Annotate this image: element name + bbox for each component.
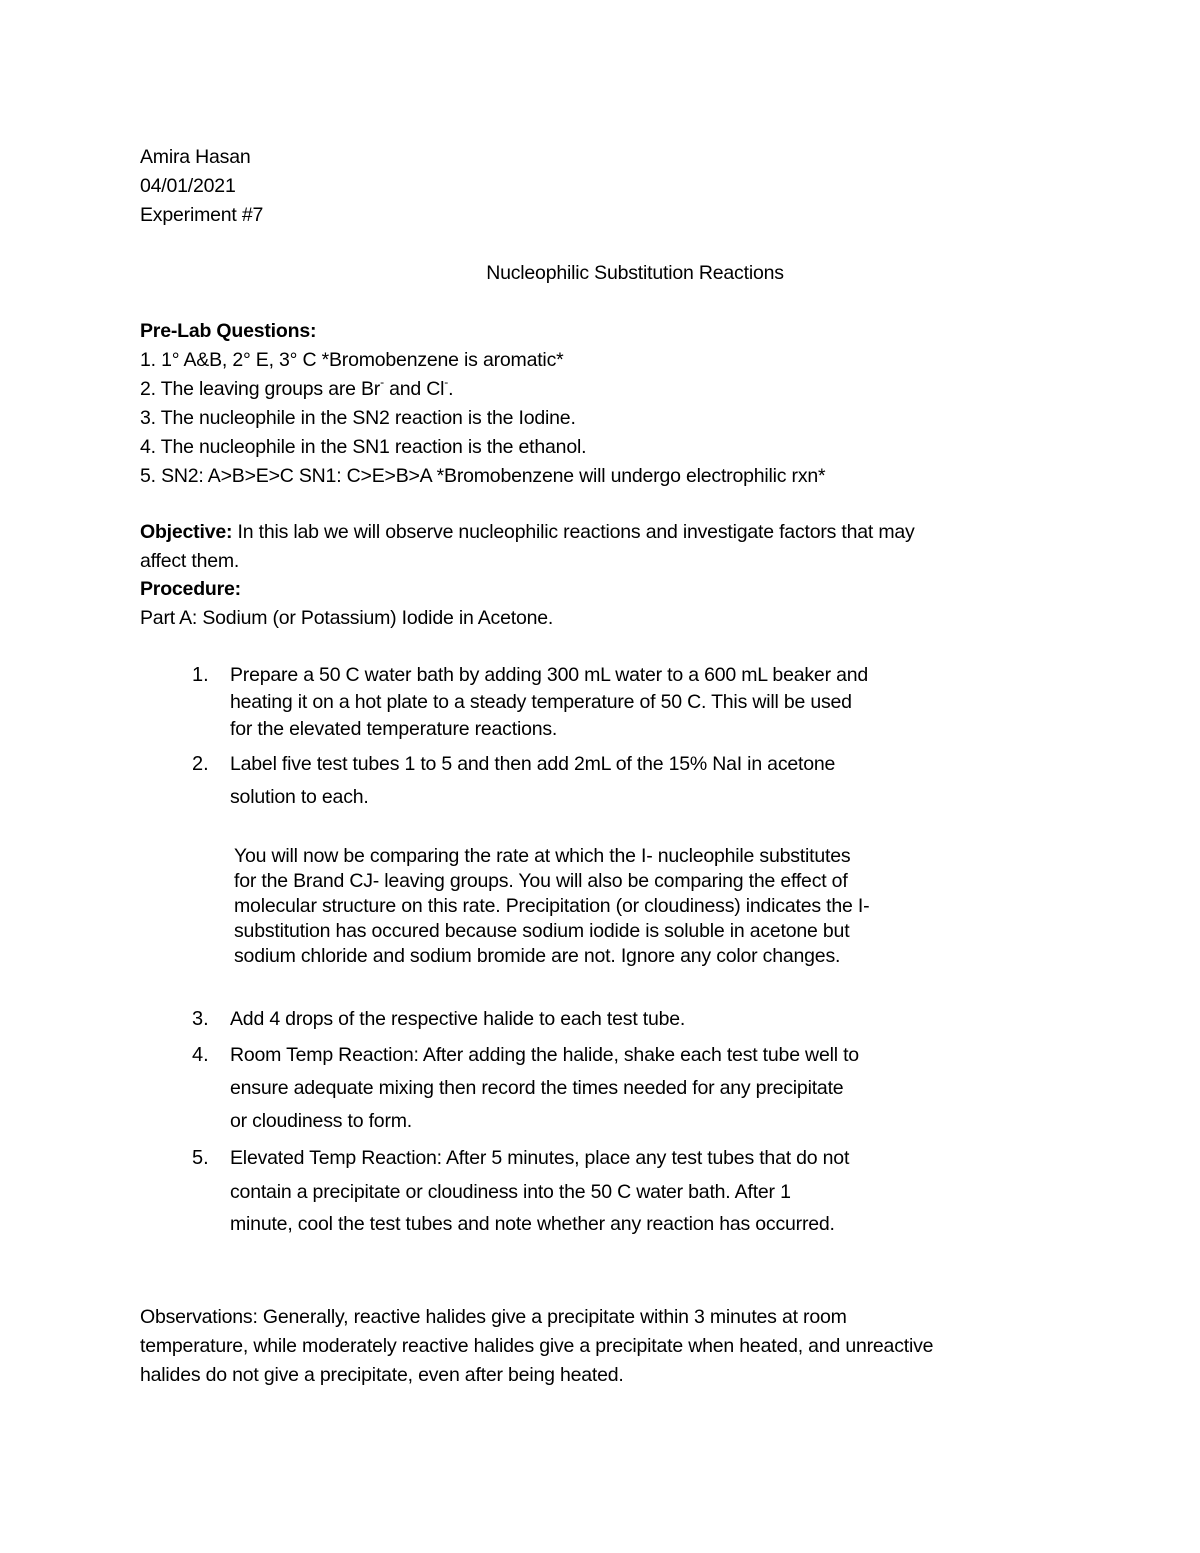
step-1-line-3: for the elevated temperature reactions. bbox=[230, 718, 558, 740]
step-number: 2. bbox=[192, 753, 209, 775]
step-2-line-2: solution to each. bbox=[230, 786, 369, 808]
note-line-1: You will now be comparing the rate at which the I- nucleophile substitutes bbox=[234, 845, 851, 867]
prelab-item-5: 5. SN2: A>B>E>C SN1: C>E>B>A *Bromobenzene will undergo electrophilic rxn* bbox=[140, 465, 826, 487]
note-line-4: substitution has occured because sodium iodide is soluble in acetone but bbox=[234, 920, 850, 942]
step-number: 1. bbox=[192, 664, 209, 686]
prelab-item-1: 1. 1° A&B, 2° E, 3° C *Bromobenzene is aromatic* bbox=[140, 349, 564, 371]
prelab-item-2 bbox=[140, 374, 454, 401]
prelab-item-3: 3. The nucleophile in the SN2 reaction is the Iodine. bbox=[140, 407, 576, 429]
observations-line-3: halides do not give a precipitate, even after being heated. bbox=[140, 1364, 624, 1386]
step-number: 4. bbox=[192, 1044, 209, 1066]
observations-line-2: temperature, while moderately reactive halides give a precipitate when heated, and unreactive bbox=[140, 1335, 934, 1357]
step-number: 3. bbox=[192, 1008, 209, 1030]
step-4-line-2: ensure adequate mixing then record the times needed for any precipitate bbox=[230, 1077, 844, 1099]
prelab-item-4: 4. The nucleophile in the SN1 reaction is the ethanol. bbox=[140, 436, 587, 458]
observations-line-1: Observations: Generally, reactive halides give a precipitate within 3 minutes at room bbox=[140, 1306, 847, 1328]
prelab-item-2-mid: and Cl bbox=[383, 378, 445, 400]
objective-line-1 bbox=[140, 520, 915, 544]
report-date: 04/01/2021 bbox=[140, 175, 236, 197]
step-4-line-1: Room Temp Reaction: After adding the halide, shake each test tube well to bbox=[230, 1044, 859, 1066]
procedure-heading: Procedure: bbox=[140, 578, 241, 600]
step-3-line-1: Add 4 drops of the respective halide to each test tube. bbox=[230, 1008, 686, 1030]
step-1-line-2: heating it on a hot plate to a steady temperature of 50 C. This will be used bbox=[230, 691, 852, 713]
prelab-heading: Pre-Lab Questions: bbox=[140, 320, 317, 342]
prelab-item-2-prefix: 2. The leaving groups are Br bbox=[140, 378, 381, 400]
note-line-2: for the Brand CJ- leaving groups. You will also be comparing the effect of bbox=[234, 870, 848, 892]
objective-label: Objective: bbox=[140, 521, 233, 543]
note-line-3: molecular structure on this rate. Precipitation (or cloudiness) indicates the I- bbox=[234, 895, 870, 917]
bromide-charge: - bbox=[380, 374, 384, 389]
note-line-5: sodium chloride and sodium bromide are not. Ignore any color changes. bbox=[234, 945, 841, 967]
objective-line-2: affect them. bbox=[140, 550, 240, 572]
chloride-charge: - bbox=[444, 374, 449, 389]
step-4-line-3: or cloudiness to form. bbox=[230, 1110, 413, 1132]
step-5-line-2: contain a precipitate or cloudiness into the 50 C water bath. After 1 bbox=[230, 1181, 791, 1203]
step-5-line-1: Elevated Temp Reaction: After 5 minutes, place any test tubes that do not bbox=[230, 1147, 850, 1169]
step-number: 5. bbox=[192, 1147, 209, 1169]
page-title: Nucleophilic Substitution Reactions bbox=[486, 262, 784, 284]
objective-text-1: In this lab we will observe nucleophilic reactions and investigate factors that may bbox=[232, 521, 915, 543]
step-1-line-1: Prepare a 50 C water bath by adding 300 mL water to a 600 mL beaker and bbox=[230, 664, 869, 686]
student-name: Amira Hasan bbox=[140, 146, 251, 168]
experiment-number: Experiment #7 bbox=[140, 204, 264, 226]
prelab-item-2-end: . bbox=[448, 378, 454, 400]
part-a-heading: Part A: Sodium (or Potassium) Iodide in Acetone. bbox=[140, 607, 554, 629]
step-5-line-3: minute, cool the test tubes and note whether any reaction has occurred. bbox=[230, 1213, 835, 1235]
step-2-line-1: Label five test tubes 1 to 5 and then add 2mL of the 15% NaI in acetone bbox=[230, 753, 836, 775]
